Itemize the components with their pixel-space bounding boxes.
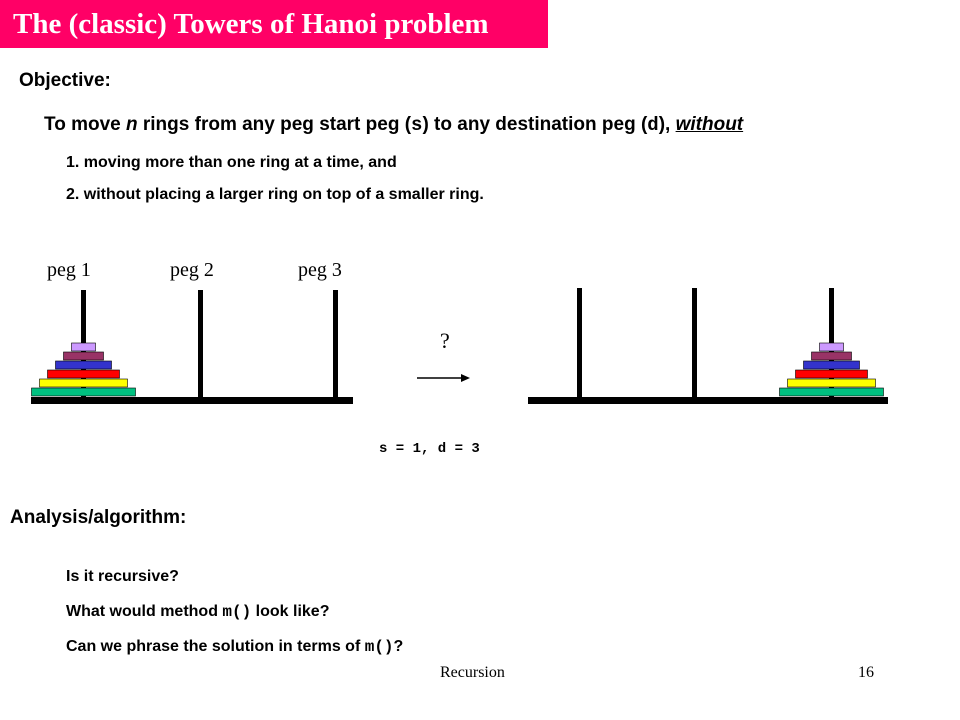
goal-n: n <box>126 114 138 135</box>
question-2-text-b: look like? <box>251 603 330 620</box>
left-ring-1 <box>32 388 136 396</box>
rule-1: 1. moving more than one ring at a time, and <box>66 154 397 171</box>
question-mark: ? <box>440 328 450 353</box>
question-1-text: Is it recursive? <box>66 568 179 585</box>
right-ring-6 <box>820 343 844 351</box>
question-2-code: m() <box>222 603 252 621</box>
peg-params: s = 1, d = 3 <box>379 441 480 457</box>
left-base <box>31 397 353 404</box>
right-peg-1 <box>577 288 582 400</box>
footer-section: Recursion <box>440 664 505 681</box>
right-ring-3 <box>796 370 868 378</box>
right-ring-1 <box>780 388 884 396</box>
peg-label-3: peg 3 <box>298 259 342 281</box>
left-ring-2 <box>40 379 128 387</box>
left-peg-2 <box>198 290 203 400</box>
right-ring-5 <box>812 352 852 360</box>
right-ring-2 <box>788 379 876 387</box>
question-3-text-b: ? <box>393 638 404 655</box>
right-ring-4 <box>804 361 860 369</box>
goal-s: s <box>411 114 423 136</box>
goal-d: d <box>647 114 659 136</box>
goal-text-1: To move <box>44 114 126 135</box>
footer-page-number: 16 <box>858 664 874 681</box>
slide-title: The (classic) Towers of Hanoi problem <box>13 8 489 40</box>
question-3 <box>66 638 403 656</box>
right-peg-2 <box>692 288 697 400</box>
left-ring-4 <box>56 361 112 369</box>
rule-2: 2. without placing a larger ring on top of a smaller ring. <box>66 186 484 203</box>
left-ring-5 <box>64 352 104 360</box>
peg-label-1: peg 1 <box>47 259 91 281</box>
left-ring-3 <box>48 370 120 378</box>
analysis-heading: Analysis/algorithm: <box>10 507 187 528</box>
question-3-code: m() <box>364 638 394 656</box>
left-peg-3 <box>333 290 338 400</box>
goal-text-4: ), <box>658 114 676 135</box>
peg-label-2: peg 2 <box>170 259 214 281</box>
question-3-text-a: Can we phrase the solution in terms of <box>66 638 365 655</box>
goal-without: without <box>675 114 744 135</box>
left-ring-6 <box>72 343 96 351</box>
arrow-head <box>461 374 470 382</box>
goal-text-3: ) to any destination peg ( <box>422 114 648 135</box>
question-1 <box>66 568 179 586</box>
question-2 <box>66 603 329 621</box>
objective-heading: Objective: <box>19 70 111 91</box>
question-2-text-a: What would method <box>66 603 223 620</box>
goal-text-2: rings from any peg start peg ( <box>137 114 412 135</box>
